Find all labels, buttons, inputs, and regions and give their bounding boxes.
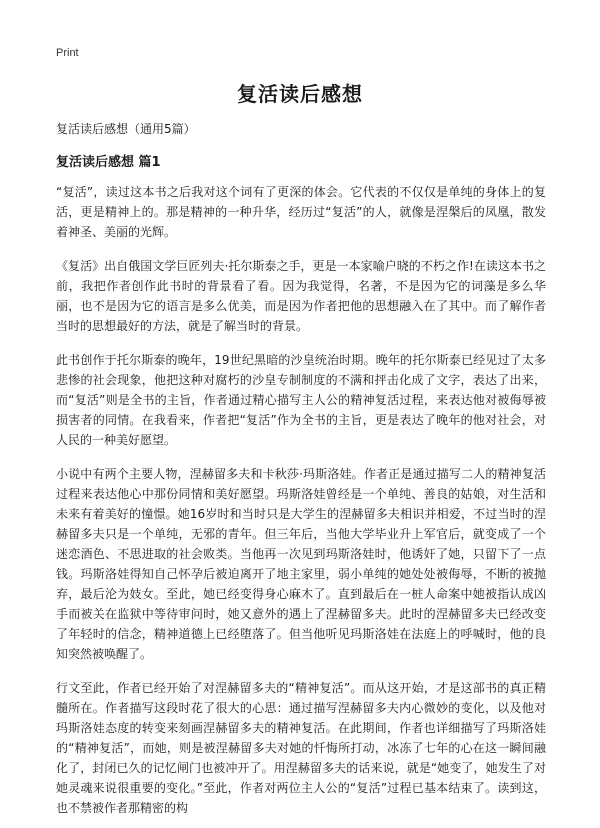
paragraph: 此书创作于托尔斯泰的晚年，19世纪黑暗的沙皇统治时期。晚年的托尔斯泰已经见过了太多悲惨的社会现象，他把这种对腐朽的沙皇专制制度的不满和抨击化成了文字，表达了出来，而“复活”则是全书的主旨，作者通过精心描写主人公的精神复活过程，来表达他对被侮辱被损害者的同情。在我看来，作者把“复活”作为全书的主旨，更是表达了晚年的他对社会，对人民的一种美好愿望。	[56, 353, 546, 447]
paragraph: 行文至此，作者已经开始了对涅赫留多夫的“精神复活”。而从这开始，才是这部书的真正精髓所在。作者描写这段时花了很大的心思：通过描写涅赫留多夫内心微妙的变化，以及他对玛斯洛娃态度的转变来刻画涅赫留多夫的精神复活。在此期间，作者也详细描写了玛斯洛娃的“精神复活”，而她，则是被涅赫留多夫对她的忏悔所打动，冰冻了七年的心在这一瞬间融化了，封闭已久的记忆闸门也被冲开了。用涅赫留多夫的话来说，就是“她变了，她发生了对她灵魂来说很重要的变化。”至此，作者对两位主人公的“复活”过程已基本结束了。读到这，也不禁被作者那精密的构	[56, 681, 546, 815]
document-title: 复活读后感想	[237, 82, 363, 106]
paragraph: “复活”，读过这本书之后我对这个词有了更深的体会。它代表的不仅仅是单纯的身体上的复活，更是精神上的。那是精神的一种升华，经历过“复活”的人，就像是涅槃后的凤凰，散发着神圣、美丽的光辉。	[56, 185, 546, 239]
section-heading: 复活读后感想 篇1	[56, 155, 161, 170]
article-body	[56, 182, 546, 828]
paragraph: 小说中有两个主要人物，涅赫留多夫和卡秋莎·玛斯洛娃。作者正是通过描写二人的精神复活过程来表达他心中那份同情和美好愿望。玛斯洛娃曾经是一个单纯、善良的姑娘，对生活和未来有着美好的憧憬。她16岁时和当时只是大学生的涅赫留多夫相识并相爱，不过当时的涅赫留多夫只是一个单纯，无邪的青年。但三年后，当他大学毕业升上军官后，就变成了一个迷恋酒色、不思进取的社会败类。当他再一次见到玛斯洛娃时，他诱奸了她，只留下了一点钱。玛斯洛娃得知自己怀孕后被迫离开了地主家里，弱小单纯的她处处被侮辱，不断的被抛弃，最后沦为妓女。至此，她已经变得身心麻木了。直到最后在一桩人命案中她被指认成凶手而被关在监狱中等待审问时，她又意外的遇上了涅赫留多夫。此时的涅赫留多夫已经改变了年轻时的信念，精神道德上已经堕落了。但当他听见玛斯洛娃在法庭上的呼喊时，他的良知突然被唤醒了。	[56, 467, 546, 661]
print-link[interactable]: Print	[56, 47, 79, 59]
document-subtitle: 复活读后感想（通用5篇）	[56, 122, 196, 136]
paragraph: 《复活》出自俄国文学巨匠列夫·托尔斯泰之手，更是一本家喻户晓的不朽之作!在读这本书之前，我把作者创作此书时的背景看了看。因为我觉得，名著，不是因为它的词藻是多么华丽，也不是因为它的语言是多么优美，而是因为作者把他的思想融入在了其中。而了解作者当时的思想最好的方法，就是了解当时的背景。	[56, 259, 546, 333]
